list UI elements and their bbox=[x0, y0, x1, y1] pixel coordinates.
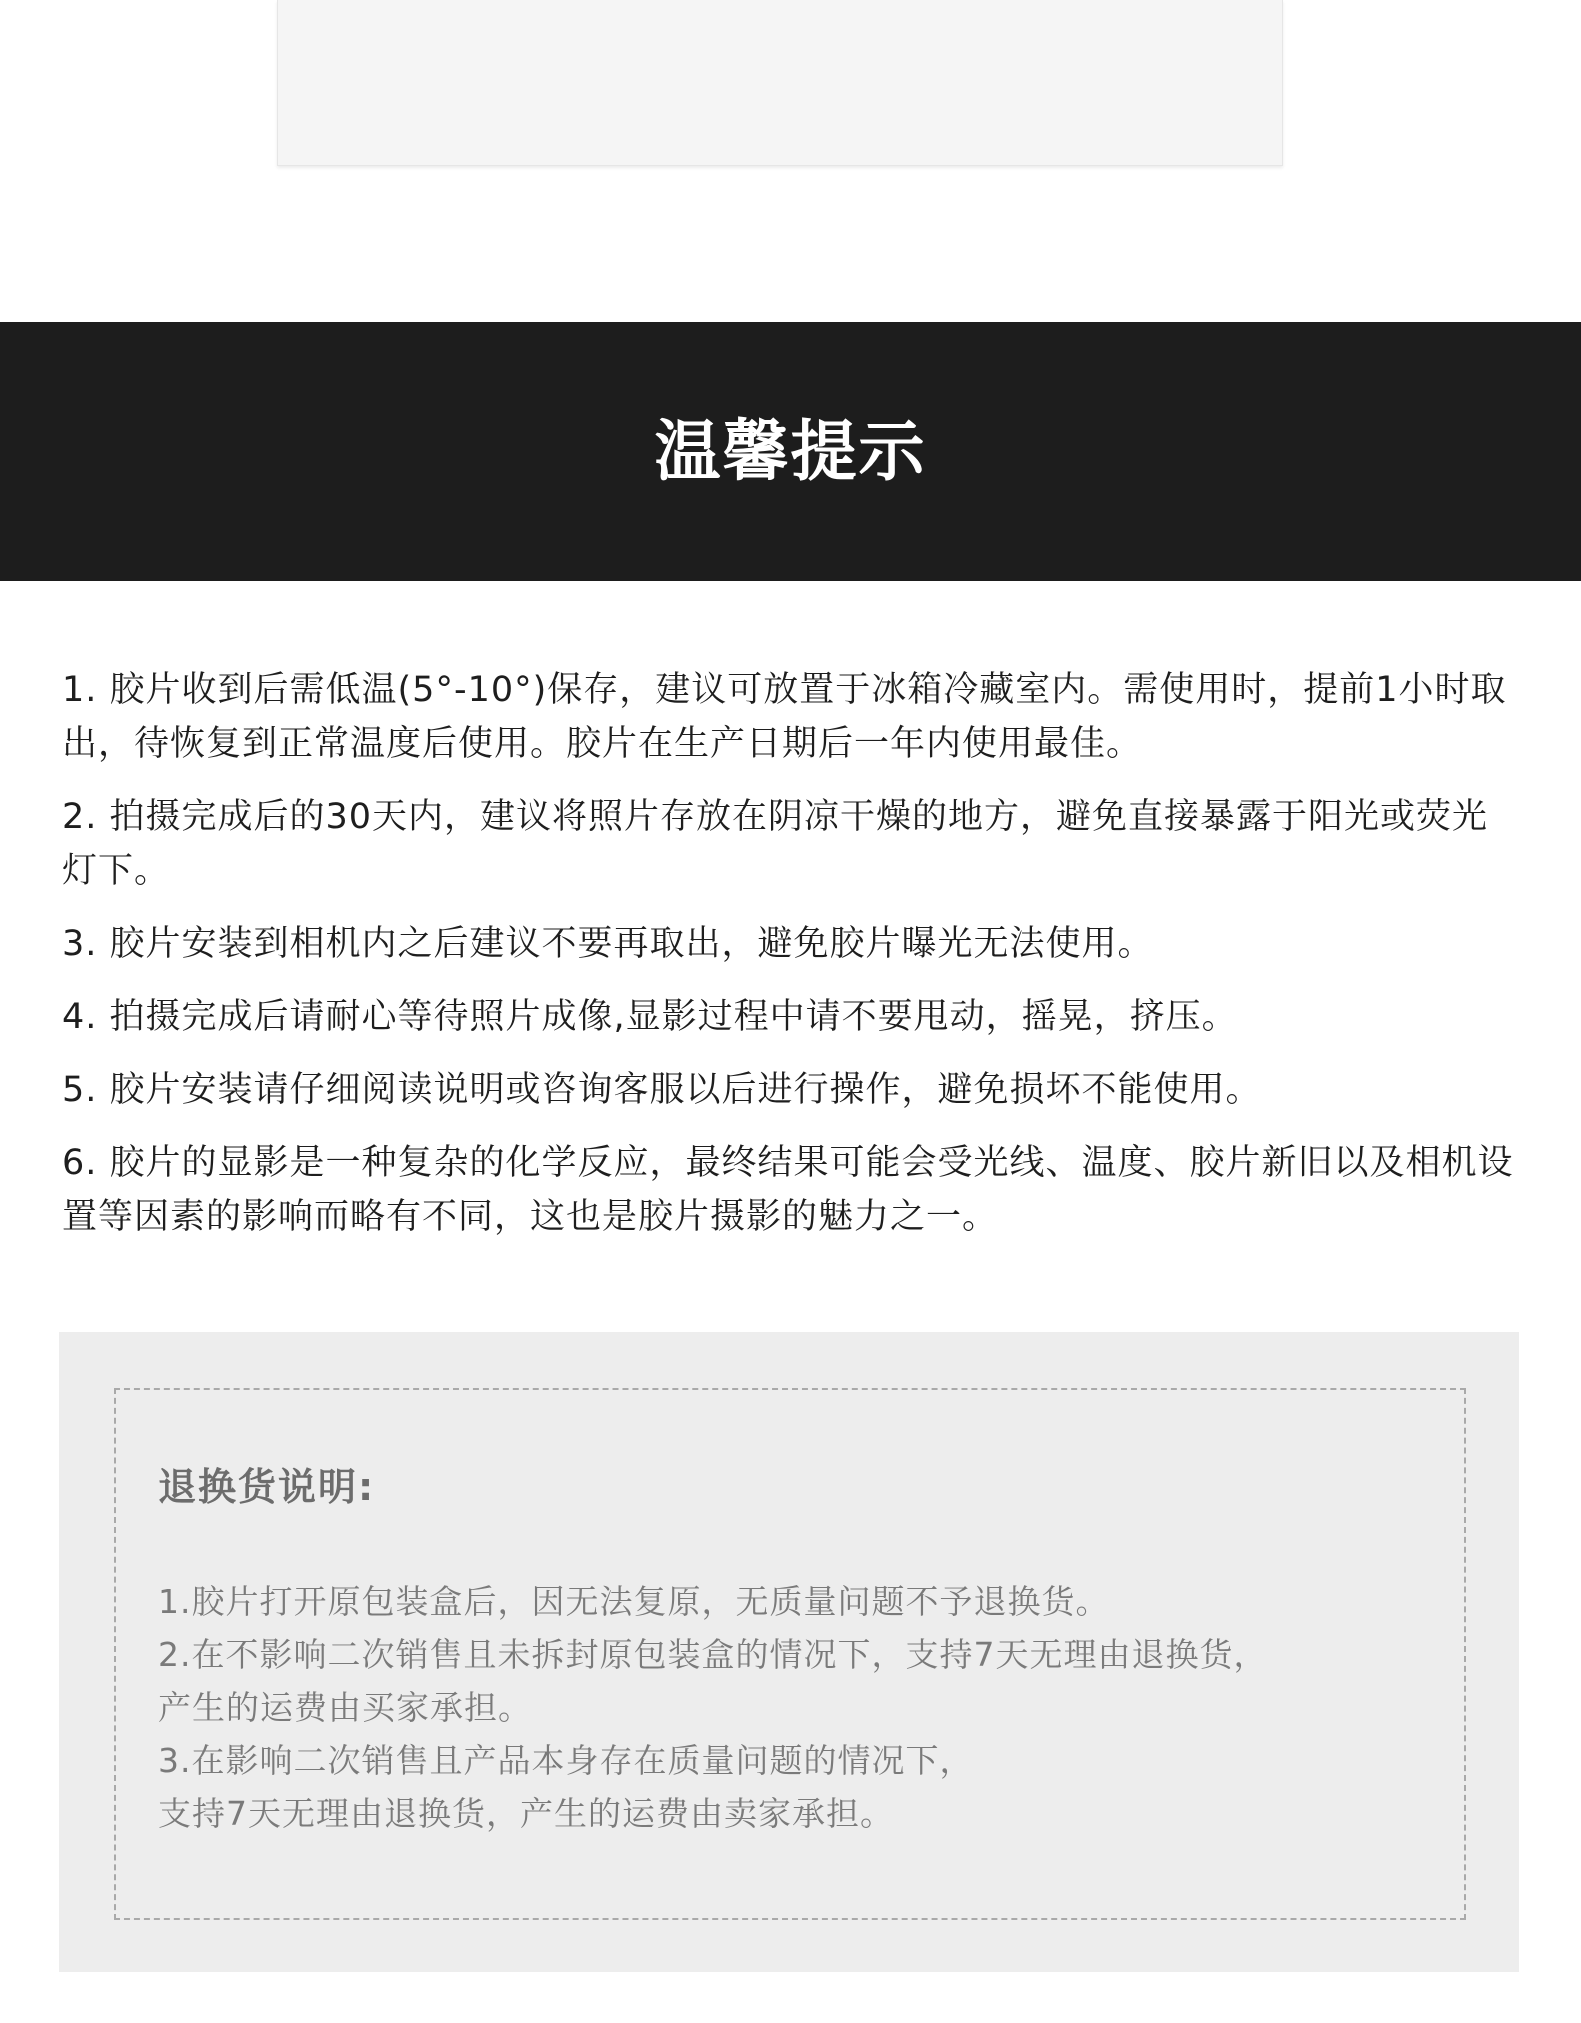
returns-panel bbox=[59, 1332, 1519, 1972]
tip-item: 6. 胶片的显影是一种复杂的化学反应，最终结果可能会受光线、温度、胶片新旧以及相机设置等因素的影响而略有不同，这也是胶片摄影的魅力之一。 bbox=[62, 1143, 1514, 1237]
tip-item: 4. 拍摄完成后请耐心等待照片成像,显影过程中请不要甩动，摇晃，挤压。 bbox=[62, 997, 1238, 1037]
tip-item: 1. 胶片收到后需低温(5°-10°)保存，建议可放置于冰箱冷藏室内。需使用时，提前1小时取出，待恢复到正常温度后使用。胶片在生产日期后一年内使用最佳。 bbox=[62, 670, 1507, 764]
returns-line: 2.在不影响二次销售且未拆封原包装盒的情况下，支持7天无理由退换货， bbox=[158, 1635, 1268, 1674]
returns-line: 产生的运费由买家承担。 bbox=[158, 1688, 532, 1727]
tip-item: 3. 胶片安装到相机内之后建议不要再取出，避免胶片曝光无法使用。 bbox=[62, 924, 1154, 964]
tip-item: 5. 胶片安装请仔细阅读说明或咨询客服以后进行操作，避免损坏不能使用。 bbox=[62, 1070, 1262, 1110]
returns-line: 1.胶片打开原包装盒后，因无法复原，无质量问题不予退换货。 bbox=[158, 1582, 1110, 1621]
returns-text bbox=[158, 1575, 1448, 1840]
tip-item: 2. 拍摄完成后的30天内，建议将照片存放在阴凉干燥的地方，避免直接暴露于阳光或荧光灯下。 bbox=[62, 797, 1489, 891]
product-image-bottom bbox=[277, 0, 1283, 166]
returns-dashed-frame bbox=[114, 1388, 1466, 1920]
banner-title: 温馨提示 bbox=[654, 412, 927, 490]
tips-banner bbox=[0, 322, 1581, 581]
returns-heading: 退换货说明: bbox=[158, 1465, 376, 1509]
returns-line: 支持7天无理由退换货，产生的运费由卖家承担。 bbox=[158, 1794, 894, 1833]
returns-line: 3.在影响二次销售且产品本身存在质量问题的情况下， bbox=[158, 1741, 974, 1780]
tips-list bbox=[62, 663, 1522, 1263]
